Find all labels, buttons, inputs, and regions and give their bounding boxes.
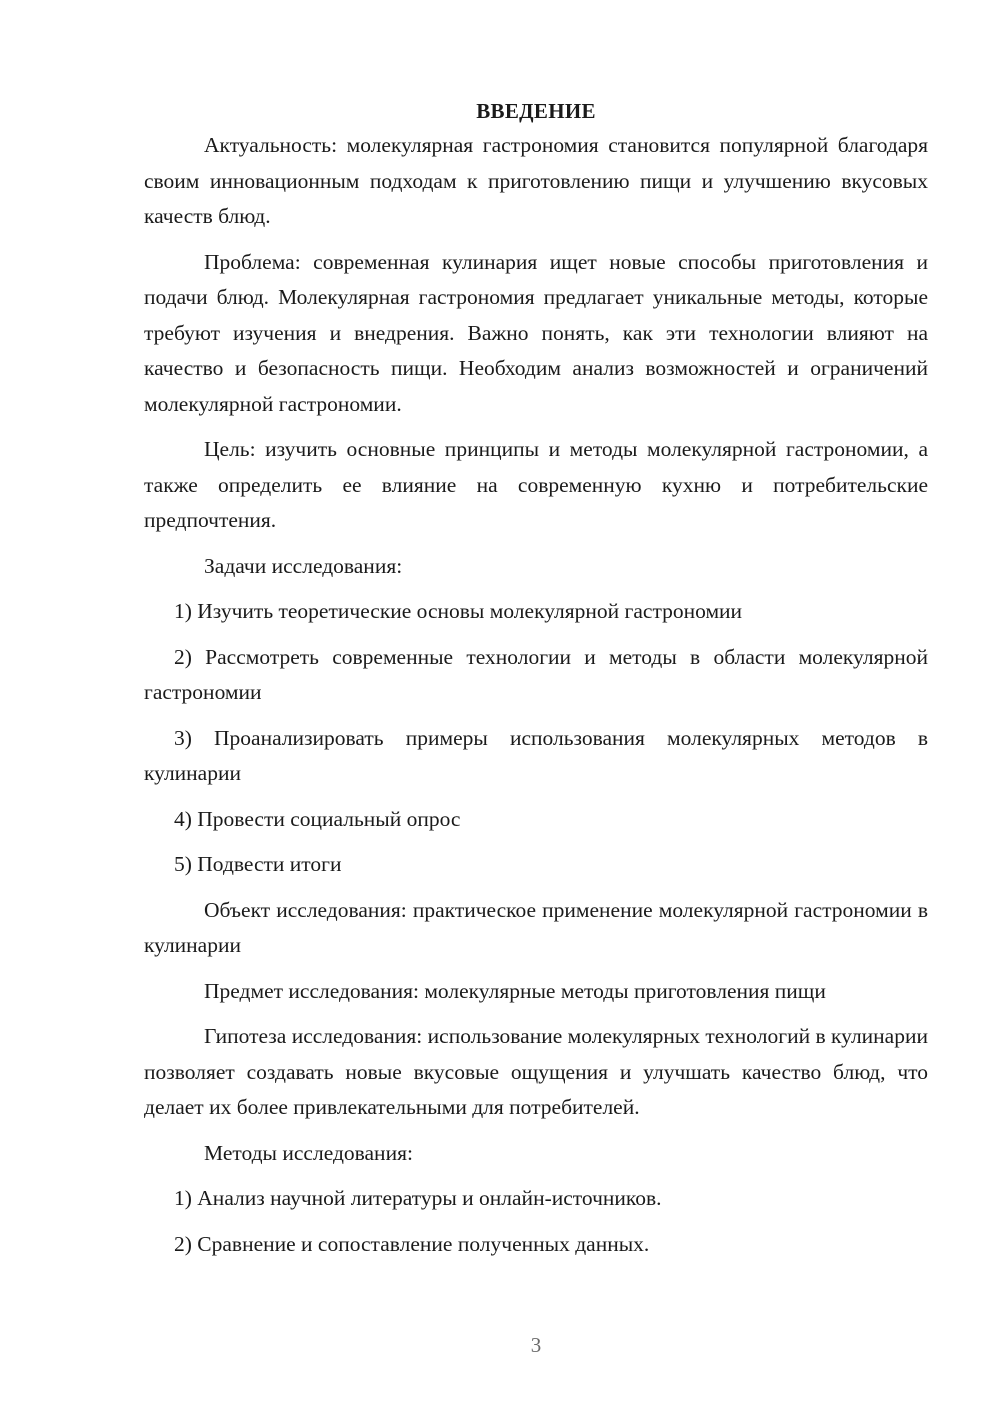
tasks-heading: Задачи исследования: [204,553,403,578]
page-number: 3 [530,1333,542,1357]
task-item: 3) Проанализировать примеры использования молекулярных методов в кулинарии [144,725,928,785]
task-item: 2) Рассмотреть современные технологии и методы в области молекулярной гастрономии [144,644,928,704]
method-item: 1) Анализ научной литературы и онлайн-источников. [174,1186,662,1210]
page-content [144,94,928,1272]
problem-paragraph: Проблема: современная кулинария ищет новые способы приготовления и подачи блюд. Молекулярная гастрономия предлагает уникальные методы, которые требуют изучения и внедрения. Важно понять, как эти технологии влияют на качество и безопасность пищи. Необходим анализ возможностей и ограничений молекулярной гастрономии. [144,249,928,416]
object-paragraph: Объект исследования: практическое применение молекулярной гастрономии в кулинарии [144,897,928,957]
page-title: ВВЕДЕНИЕ [476,99,596,123]
goal-paragraph: Цель: изучить основные принципы и методы молекулярной гастрономии, а также определить ее влияние на современную кухню и потребительские предпочтения. [144,437,928,532]
task-item: 5) Подвести итоги [174,852,342,876]
hypothesis-paragraph: Гипотеза исследования: использование молекулярных технологий в кулинарии позволяет создавать новые вкусовые ощущения и улучшать качество блюд, что делает их более привлекательными для потребителей. [144,1024,928,1119]
relevance-paragraph: Актуальность: молекулярная гастрономия становится популярной благодаря своим инновационным подходам к приготовлению пищи и улучшению вкусовых качеств блюд. [144,133,928,228]
method-item: 2) Сравнение и сопоставление полученных данных. [174,1231,650,1256]
task-item: 1) Изучить теоретические основы молекулярной гастрономии [174,599,743,623]
subject-paragraph: Предмет исследования: молекулярные методы приготовления пищи [204,978,826,1003]
task-item: 4) Провести социальный опрос [174,806,461,831]
methods-heading: Методы исследования: [204,1140,413,1165]
